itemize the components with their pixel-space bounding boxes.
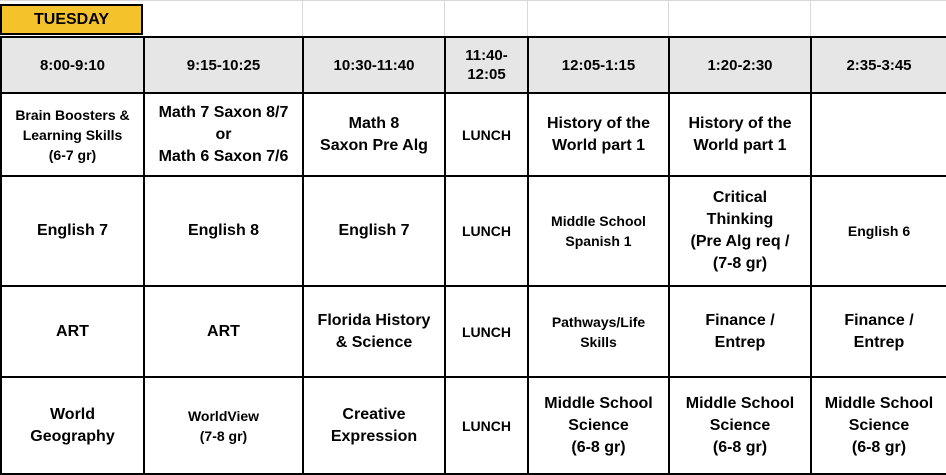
class-cell[interactable]: English 7 [1, 176, 144, 286]
lunch-cell[interactable]: LUNCH [445, 93, 528, 176]
class-cell[interactable]: Middle School Spanish 1 [528, 176, 669, 286]
class-cell[interactable]: ART [1, 286, 144, 377]
sheet-gridline [810, 0, 811, 36]
time-header-cell[interactable]: 8:00-9:10 [1, 37, 144, 93]
class-cell[interactable]: World Geography [1, 377, 144, 474]
class-cell[interactable]: ART [144, 286, 303, 377]
sheet-gridline [302, 0, 303, 36]
time-header-cell[interactable]: 11:40- 12:05 [445, 37, 528, 93]
class-cell[interactable]: History of the World part 1 [669, 93, 811, 176]
sheet-gridline [527, 0, 528, 36]
class-cell[interactable]: History of the World part 1 [528, 93, 669, 176]
time-header-cell[interactable]: 10:30-11:40 [303, 37, 445, 93]
sheet-top-gridline [0, 0, 946, 1]
lunch-cell[interactable]: LUNCH [445, 286, 528, 377]
sheet-gridline [444, 0, 445, 36]
class-cell[interactable]: Brain Boosters & Learning Skills (6-7 gr) [1, 93, 144, 176]
class-cell[interactable]: WorldView (7-8 gr) [144, 377, 303, 474]
lunch-cell[interactable]: LUNCH [445, 176, 528, 286]
class-cell[interactable]: Finance / Entrep [669, 286, 811, 377]
class-cell[interactable]: Middle School Science (6-8 gr) [669, 377, 811, 474]
schedule-row [1, 93, 946, 176]
class-cell[interactable]: Florida History & Science [303, 286, 445, 377]
class-cell[interactable]: Pathways/Life Skills [528, 286, 669, 377]
class-cell[interactable]: Finance / Entrep [811, 286, 946, 377]
time-header-cell[interactable]: 1:20-2:30 [669, 37, 811, 93]
lunch-cell[interactable]: LUNCH [445, 377, 528, 474]
class-cell[interactable]: English 8 [144, 176, 303, 286]
time-header-cell[interactable]: 12:05-1:15 [528, 37, 669, 93]
class-cell[interactable]: Math 7 Saxon 8/7 or Math 6 Saxon 7/6 [144, 93, 303, 176]
class-cell[interactable]: Creative Expression [303, 377, 445, 474]
sheet-gridline [668, 0, 669, 36]
time-header-row [1, 37, 946, 93]
schedule-table [0, 36, 946, 475]
empty-cell[interactable] [811, 93, 946, 176]
schedule-row [1, 377, 946, 474]
class-cell[interactable]: Critical Thinking (Pre Alg req / (7-8 gr) [669, 176, 811, 286]
time-header-cell[interactable]: 2:35-3:45 [811, 37, 946, 93]
day-header-cell[interactable]: TUESDAY [0, 4, 143, 35]
schedule-row [1, 176, 946, 286]
schedule-row [1, 286, 946, 377]
class-cell[interactable]: Math 8 Saxon Pre Alg [303, 93, 445, 176]
class-cell[interactable]: English 6 [811, 176, 946, 286]
class-cell[interactable]: Middle School Science (6-8 gr) [811, 377, 946, 474]
time-header-cell[interactable]: 9:15-10:25 [144, 37, 303, 93]
class-cell[interactable]: English 7 [303, 176, 445, 286]
class-cell[interactable]: Middle School Science (6-8 gr) [528, 377, 669, 474]
